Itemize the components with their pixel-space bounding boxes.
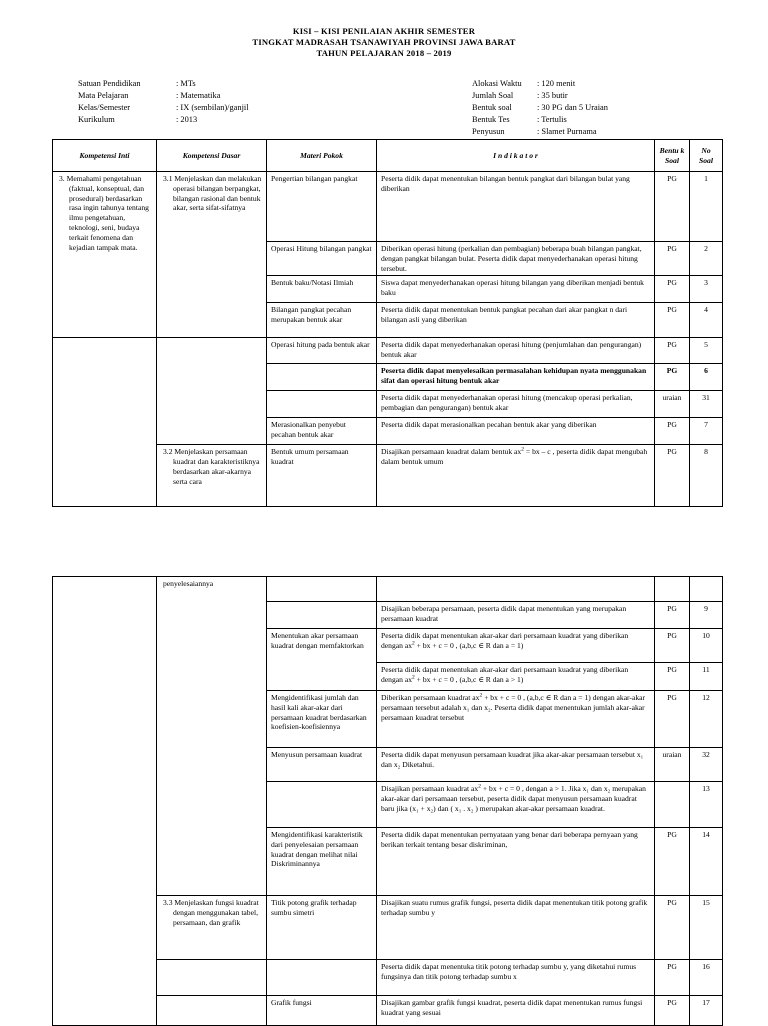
bentuk-cell: PG xyxy=(655,629,690,663)
indikator-cell: Peserta didik dapat menyederhanakan operasi hitung (mencakup operasi perkalian, pembagian dan pengurangan) bentuk akar xyxy=(377,391,655,418)
bentuk-cell: PG xyxy=(655,303,690,338)
materi-cell xyxy=(267,391,377,418)
meta-row xyxy=(472,114,608,126)
materi-cell: Bilangan pangkat pecahan merupakan bentuk akar xyxy=(267,303,377,338)
bentuk-cell: uraian xyxy=(655,391,690,418)
no-soal-cell: 3 xyxy=(690,276,723,303)
meta-right xyxy=(472,78,608,138)
indikator-text: + bx + c = 0 , dengan a > 1. Jika x₁ dan x₂ merupakan akar-akar dari persamaan tersebut, peserta didik dapat menyusun persamaan kuadrat baru jika (x₁ + x₂) dan ( x₁ . x₂ ) merupakan akar-akar persamaan kuadrat. xyxy=(381,784,646,813)
materi-cell: Operasi Hitung bilangan pangkat xyxy=(267,242,377,276)
meta-value: : 30 PG dan 5 Uraian xyxy=(537,103,608,112)
meta-key: Penyusun xyxy=(472,127,505,136)
meta-key: Alokasi Waktu xyxy=(472,79,522,88)
bentuk-cell xyxy=(655,782,690,828)
indikator-text: + bx + c = 0 , (a,b,c ∈ R dan a = 1) dengan akar-akar persamaan tersebut adalah x₁ dan x₂. Peserta didik dapat menentukan jumlah akar-akar persamaan kuadrat tersebut xyxy=(381,693,646,722)
materi-cell: Pengertian bilangan pangkat xyxy=(267,172,377,242)
indikator-cell: Peserta didik dapat menyusun persamaan kuadrat jika akar-akar persamaan tersebut x₁ dan x₂ Diketahui. xyxy=(377,748,655,782)
meta-value: : IX (sembilan)/ganjil xyxy=(176,103,249,112)
kisi-table-page-1 xyxy=(52,139,723,507)
bentuk-cell: PG xyxy=(655,418,690,445)
indikator-cell xyxy=(377,663,655,691)
meta-key: Kurikulum xyxy=(78,115,115,124)
indikator-cell: Peserta didik dapat menentukan bentuk pangkat pecahan dari akar pangkat n dari bilangan asli yang diberikan xyxy=(377,303,655,338)
no-soal-cell: 16 xyxy=(690,960,723,996)
indikator-cell: Diberikan operasi hitung (perkalian dan pembagian) beberapa buah bilangan pangkat, dengan pangkat bilangan bulat. Peserta didik dapat menyederhanakan operasi hitung tersebut. xyxy=(377,242,655,276)
meta-row xyxy=(472,102,608,114)
no-soal-cell: 1 xyxy=(690,172,723,242)
bentuk-cell: PG xyxy=(655,364,690,391)
meta-key: Satuan Pendidikan xyxy=(78,79,141,88)
no-soal-cell: 10 xyxy=(690,629,723,663)
kd-3-3-cell: 3.3 Menjelaskan fungsi kuadrat dengan menggunakan tabel, persamaan, dan grafik xyxy=(157,896,267,960)
bentuk-cell: PG xyxy=(655,338,690,364)
kd-3-1-cell: 3.1 Menjelaskan dan melakukan operasi bilangan berpangkat, bilangan rasional dan bentuk akar, serta sifat-sifatnya xyxy=(157,172,267,338)
bentuk-cell xyxy=(655,577,690,602)
document-title xyxy=(0,26,768,59)
meta-key: Bentuk Tes xyxy=(472,115,510,124)
indikator-text: Peserta didik dapat menentukan akar-akar dari persamaan kuadrat yang diberikan dengan ax xyxy=(381,665,629,684)
header-kompetensi-dasar: Kompetensi Dasar xyxy=(157,140,267,172)
kd-3-2-cell: 3.2 Menjelaskan persamaan kuadrat dan karakteristiknya berdasarkan akar-akarnya serta cara xyxy=(157,445,267,507)
meta-value: : Tertulis xyxy=(537,115,567,124)
no-soal-cell: 8 xyxy=(690,445,723,507)
bentuk-cell: uraian xyxy=(655,748,690,782)
indikator-text: + bx + c = 0 , (a,b,c ∈ R dan a = 1) xyxy=(414,640,524,650)
indikator-text: Diberikan persamaan kuadrat ax xyxy=(381,693,480,702)
indikator-text: Disajikan persamaan kuadrat dalam bentuk ax xyxy=(381,447,522,457)
table-row xyxy=(53,338,723,364)
no-soal-cell: 7 xyxy=(690,418,723,445)
materi-cell xyxy=(267,782,377,828)
no-soal-cell: 15 xyxy=(690,896,723,960)
meta-value: : 2013 xyxy=(176,115,198,124)
materi-cell: Grafik fungsi xyxy=(267,996,377,1026)
superscript: 2 xyxy=(521,446,524,453)
materi-cell xyxy=(267,364,377,391)
no-soal-cell: 6 xyxy=(690,364,723,391)
no-soal-cell: 12 xyxy=(690,691,723,748)
meta-value: : MTs xyxy=(176,79,196,88)
header-no-soal: No Soal xyxy=(690,140,723,172)
title-line-1: KISI – KISI PENILAIAN AKHIR SEMESTER xyxy=(292,26,476,36)
no-soal-cell: 2 xyxy=(690,242,723,276)
indikator-cell: Disajikan beberapa persamaan, peserta didik dapat menentukan yang merupakan persamaan kuadrat xyxy=(377,602,655,629)
header-kompetensi-inti: Kompetensi Inti xyxy=(53,140,157,172)
bentuk-cell: PG xyxy=(655,896,690,960)
indikator-cell: Siswa dapat menyederhanakan operasi hitung bilangan yang diberikan menjadi bentuk baku xyxy=(377,276,655,303)
kisi-table-page-2 xyxy=(52,576,723,1026)
no-soal-cell: 32 xyxy=(690,748,723,782)
indikator-cell xyxy=(377,577,655,602)
meta-left xyxy=(78,78,249,126)
superscript: 2 xyxy=(479,692,483,699)
kd-3-2-continued-cell: penyelesaiannya xyxy=(157,577,267,896)
ki-3-cell: 3. Memahami pengetahuan (faktual, konseptual, dan prosedural) berdasarkan rasa ingin tahunya tentang ilmu pengetahuan, teknologi, seni, budaya terkait fenomena dan kejadian tampak mata. xyxy=(53,172,157,338)
materi-cell: Mengidentifikasi jumlah dan hasil kali akar-akar dari persamaan kuadrat berdasarkan koefisien-koefisiennya xyxy=(267,691,377,748)
bentuk-cell: PG xyxy=(655,996,690,1026)
no-soal-cell: 4 xyxy=(690,303,723,338)
table-row xyxy=(53,172,723,242)
materi-cell: Mengidentifikasi karakteristik dari penyelesaian persamaan kuadrat dengan melihat nilai Diskriminannya xyxy=(267,828,377,896)
bentuk-cell: PG xyxy=(655,445,690,507)
indikator-text: Peserta didik dapat menentukan akar-akar dari persamaan kuadrat yang diberikan dengan ax xyxy=(381,631,629,650)
no-soal-cell: 9 xyxy=(690,602,723,629)
ki-empty-cell xyxy=(53,577,157,1026)
no-soal-cell xyxy=(690,577,723,602)
no-soal-cell: 14 xyxy=(690,828,723,896)
kd-empty-cell xyxy=(157,338,267,445)
indikator-text: = bx – c , peserta didik dapat mengubah dalam bentuk umum xyxy=(381,447,648,467)
materi-cell: Bentuk baku/Notasi Ilmiah xyxy=(267,276,377,303)
bentuk-cell: PG xyxy=(655,691,690,748)
materi-cell: Operasi hitung pada bentuk akar xyxy=(267,338,377,364)
superscript: 2 xyxy=(412,640,415,647)
meta-key: Jumlah Soal xyxy=(472,91,514,100)
bentuk-cell: PG xyxy=(655,276,690,303)
superscript: 2 xyxy=(478,783,481,790)
title-line-2: TINGKAT MADRASAH TSANAWIYAH PROVINSI JAWA BARAT xyxy=(252,37,516,47)
meta-row xyxy=(472,78,608,90)
no-soal-cell: 13 xyxy=(690,782,723,828)
materi-cell: Titik potong grafik terhadap sumbu simetri xyxy=(267,896,377,960)
meta-value: : 120 menit xyxy=(537,79,576,88)
indikator-cell: Disajikan suatu rumus grafik fungsi, peserta didik dapat menentukan titik potong grafik terhadap sumbu y xyxy=(377,896,655,960)
no-soal-cell: 11 xyxy=(690,663,723,691)
indikator-cell: Peserta didik dapat menyelesaikan permasalahan kehidupan nyata menggunakan sifat dan operasi hitung bentuk akar xyxy=(377,364,655,391)
materi-cell: Menyusun persamaan kuadrat xyxy=(267,748,377,782)
materi-cell: Merasionalkan penyebut pecahan bentuk akar xyxy=(267,418,377,445)
indikator-text: + bx + c = 0 , (a,b,c ∈ R dan a > 1) xyxy=(414,674,524,684)
ki-empty-cell xyxy=(53,338,157,507)
indikator-cell xyxy=(377,445,655,507)
kd-empty-cell xyxy=(157,960,267,996)
bentuk-cell: PG xyxy=(655,242,690,276)
indikator-cell: Peserta didik dapat merasionalkan pecahan bentuk akar yang diberikan xyxy=(377,418,655,445)
meta-row xyxy=(472,126,608,138)
title-line-3: TAHUN PELAJARAN 2018 – 2019 xyxy=(316,48,452,58)
bentuk-cell: PG xyxy=(655,172,690,242)
indikator-cell: Peserta didik dapat menentukan bilangan bentuk pangkat dari bilangan bulat yang diberikan xyxy=(377,172,655,242)
materi-cell xyxy=(267,960,377,996)
meta-row xyxy=(78,90,249,102)
indikator-cell: Peserta didik dapat menentuka titik potong terhadap sumbu y, yang diketahui rumus fungsinya dan titik potong terhadap sumbu x xyxy=(377,960,655,996)
meta-row xyxy=(78,102,249,114)
indikator-cell: Peserta didik dapat menentukan pernyataan yang benar dari beberapa pernyaan yang berikan terkait tentang besar diskriminan, xyxy=(377,828,655,896)
indikator-cell xyxy=(377,782,655,828)
no-soal-cell: 17 xyxy=(690,996,723,1026)
header-materi-pokok: Materi Pokok xyxy=(267,140,377,172)
bentuk-cell: PG xyxy=(655,602,690,629)
superscript: 2 xyxy=(412,674,415,681)
no-soal-cell: 5 xyxy=(690,338,723,364)
materi-cell xyxy=(267,602,377,629)
meta-value: : Matematika xyxy=(176,91,221,100)
meta-value: : 35 butir xyxy=(537,91,568,100)
meta-row xyxy=(78,78,249,90)
materi-cell: Menentukan akar persamaan kuadrat dengan memfaktorkan xyxy=(267,629,377,691)
meta-key: Bentuk soal xyxy=(472,103,512,112)
indikator-cell xyxy=(377,691,655,748)
indikator-cell: Peserta didik dapat menyederhanakan operasi hitung (penjumlahan dan pengurangan) bentuk akar xyxy=(377,338,655,364)
table-header-row xyxy=(53,140,723,172)
bentuk-cell: PG xyxy=(655,960,690,996)
indikator-text: Disajikan persamaan kuadrat ax xyxy=(381,784,479,793)
header-indikator: I n d i k a t o r xyxy=(377,140,655,172)
table-row xyxy=(53,577,723,602)
materi-cell xyxy=(267,577,377,602)
no-soal-cell: 31 xyxy=(690,391,723,418)
meta-key: Kelas/Semester xyxy=(78,103,131,112)
materi-cell: Bentuk umum persamaan kuadrat xyxy=(267,445,377,507)
indikator-cell: Disajikan gambar grafik fungsi kuadrat, peserta didik dapat menentukan rumus fungsi kuadrat yang sesuai xyxy=(377,996,655,1026)
meta-row xyxy=(472,90,608,102)
bentuk-cell: PG xyxy=(655,828,690,896)
meta-row xyxy=(78,114,249,126)
bentuk-cell: PG xyxy=(655,663,690,691)
indikator-cell xyxy=(377,629,655,663)
meta-key: Mata Pelajaran xyxy=(78,91,129,100)
kd-empty-cell xyxy=(157,996,267,1026)
meta-value: : Slamet Purnama xyxy=(537,127,597,136)
header-bentuk-soal: Bentu k Soal xyxy=(655,140,690,172)
